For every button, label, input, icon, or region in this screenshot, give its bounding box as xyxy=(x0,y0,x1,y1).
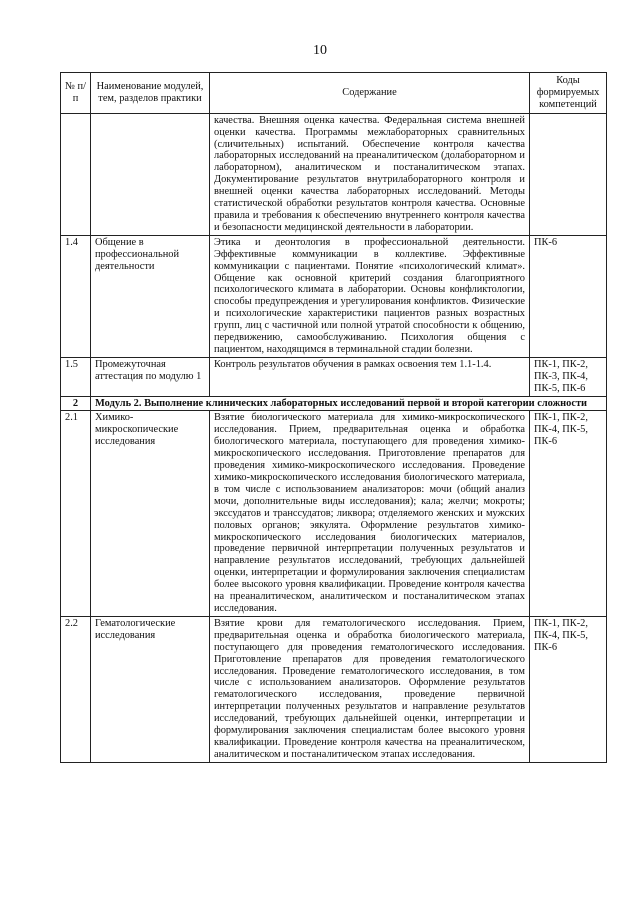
header-number: № п/п xyxy=(61,73,91,114)
page-number: 10 xyxy=(313,43,327,58)
row-name xyxy=(91,113,210,235)
row-content: Этика и деонтология в профессиональной деятельности. Эффективные коммуникации в коллективе. Эффективные коммуникации с пациентами. Понятие «психологический климат». Общение как основной критерий создания благоприятного психологического климата в лаборатории. Основы конфликтологии, способы предупреждения и урегулирования конфликтов. Физические и психологические характеристики пациентов разных возрастных групп, лиц с частичной или полной утратой способности к общению, передвижению, самообслуживанию. Психология общения с пациентом, находящимся в терминальной стадии болезни. xyxy=(210,235,530,357)
row-number: 1.4 xyxy=(61,235,91,357)
row-number: 1.5 xyxy=(61,357,91,396)
header-content: Содержание xyxy=(210,73,530,114)
module-number: 2 xyxy=(61,396,91,411)
row-number xyxy=(61,113,91,235)
row-number: 2.2 xyxy=(61,616,91,762)
table-header-row xyxy=(61,73,607,114)
row-number: 2.1 xyxy=(61,411,91,616)
row-content: Взятие биологического материала для химико-микроскопического исследования. Прием, предварительная оценка и обработка биологического материала, поступающего для проведения химико-микроскопического исследования. Приготовление препаратов для проведения химико-микроскопического исследования. Проведение химико-микроскопического исследования биологического материала, в том числе с использованием анализаторов: мочи (общий анализ мочи, дополнительные виды исследования); кала; желчи; мокроты; экссудатов и транссудатов; ликвора; отделяемого женских и мужских половых органов; эякулята. Оформление результатов химико-микроскопического исследования биологических материалов, проведение первичной интерпретации полученных результатов и направление результатов исследований, требующих дальнейшей оценки, интерпретации и формулирования заключения специалистам более высокого уровня квалификации. Проведение контроля качества на преаналитическом, аналитическом и постаналитическом этапах исследования. xyxy=(210,411,530,616)
row-name: Общение в профессиональной деятельности xyxy=(91,235,210,357)
row-name: Химико-микроскопические исследования xyxy=(91,411,210,616)
table-row xyxy=(61,357,607,396)
table-row xyxy=(61,235,607,357)
curriculum-table xyxy=(60,72,607,763)
row-name: Промежуточная аттестация по модулю 1 xyxy=(91,357,210,396)
row-content: Взятие крови для гематологического исследования. Прием, предварительная оценка и обработка биологического материала, поступающего для проведения гематологического исследования. Приготовление препаратов для проведения гематологического исследования. Проведение гематологического исследования, в том числе с использованием анализаторов. Оформление результатов гематологического исследования, проведение первичной интерпретации полученных результатов и направление результатов исследований, требующих дальнейшей оценки, интерпретации и формулирования заключения специалистам более высокого уровня квалификации. Проведение контроля качества на преаналитическом, аналитическом и постаналитическом этапах исследования. xyxy=(210,616,530,762)
header-module-name: Наименование модулей, тем, разделов практики xyxy=(91,73,210,114)
table-row xyxy=(61,616,607,762)
module-header-row xyxy=(61,396,607,411)
module-title: Модуль 2. Выполнение клинических лабораторных исследований первой и второй категории сложности xyxy=(91,396,607,411)
row-codes: ПК-6 xyxy=(530,235,607,357)
table-row xyxy=(61,113,607,235)
row-codes: ПК-1, ПК-2, ПК-4, ПК-5, ПК-6 xyxy=(530,411,607,616)
row-codes: ПК-1, ПК-2, ПК-3, ПК-4, ПК-5, ПК-6 xyxy=(530,357,607,396)
row-codes: ПК-1, ПК-2, ПК-4, ПК-5, ПК-6 xyxy=(530,616,607,762)
row-content: Контроль результатов обучения в рамках освоения тем 1.1-1.4. xyxy=(210,357,530,396)
table-row xyxy=(61,411,607,616)
row-codes xyxy=(530,113,607,235)
row-name: Гематологические исследования xyxy=(91,616,210,762)
row-content: качества. Внешняя оценка качества. Федеральная система внешней оценки качества. Программы межлабораторных сравнительных (сличительных) испытаний. Обеспечение контроля качества лабораторных исследований на преаналитическом (долабораторном и лабораторном), аналитическом и постаналитическом этапах. Документирование результатов внутрилабораторного контроля и внешней оценки качества лабораторных исследований. Методы статистической обработки результатов контроля качества. Основные правила и требования к обеспечению внутреннего контроля качества и безопасности медицинской деятельности в лаборатории. xyxy=(210,113,530,235)
header-codes: Коды формируемых компетенций xyxy=(530,73,607,114)
